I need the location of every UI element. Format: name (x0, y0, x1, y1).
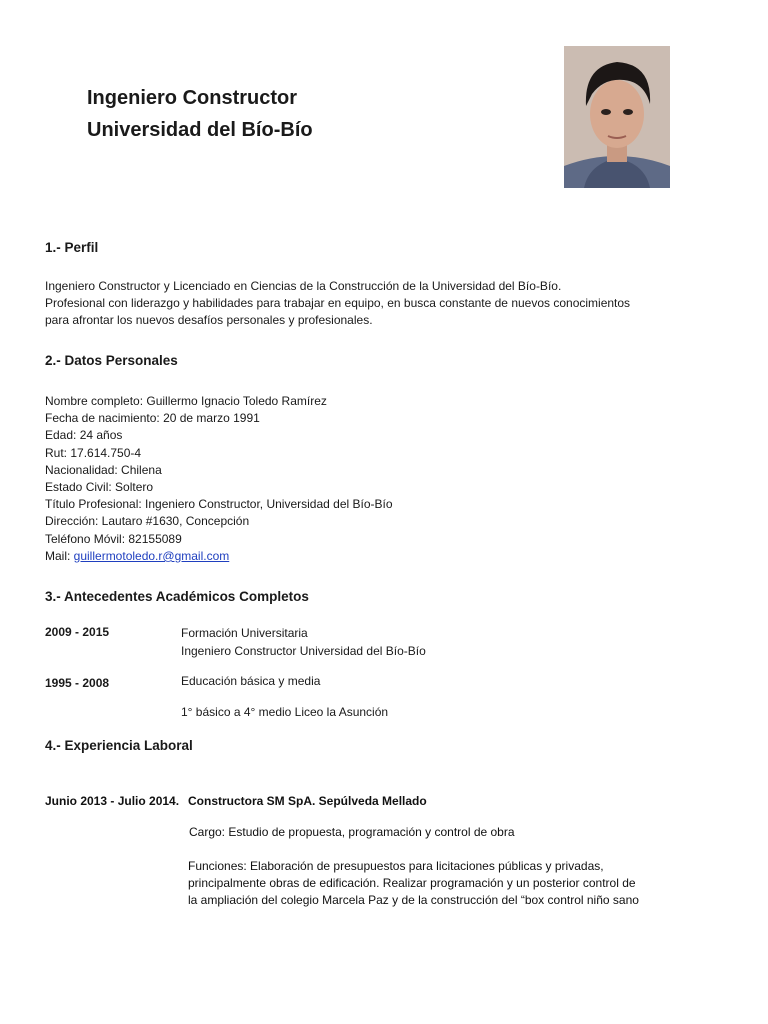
portrait-photo (564, 46, 670, 188)
acad-detail: 1° básico a 4° medio Liceo la Asunción (181, 705, 389, 719)
section-title-datos: 2.- Datos Personales (45, 353, 178, 368)
dato-estado-civil: Estado Civil: Soltero (45, 480, 154, 495)
exp-function-line: Funciones: Elaboración de presupuestos para licitaciones públicas y privadas, (188, 859, 604, 873)
datos-list (45, 393, 393, 565)
perfil-line: Ingeniero Constructor y Licenciado en Ciencias de la Construcción de la Universidad del Bío-Bío. (45, 279, 562, 293)
exp-function-line: la ampliación del colegio Marcela Paz y de la construcción del “box control niño sano (188, 893, 639, 907)
acad-entry (181, 625, 426, 660)
acad-heading: Educación básica y media (181, 674, 321, 688)
section-title-academicos: 3.- Antecedentes Académicos Completos (45, 589, 309, 604)
section-title-experiencia: 4.- Experiencia Laboral (45, 738, 193, 753)
dato-edad: Edad: 24 años (45, 428, 123, 443)
acad-heading: Formación Universitaria (181, 626, 308, 640)
mail-link[interactable]: guillermotoledo.r@gmail.com (73, 548, 230, 563)
dato-fecha-nacimiento: Fecha de nacimiento: 20 de marzo 1991 (45, 411, 260, 426)
dato-nacionalidad: Nacionalidad: Chilena (45, 462, 162, 477)
acad-detail: Ingeniero Constructor Universidad del Bío-Bío (181, 643, 426, 658)
perfil-line: para afrontar los nuevos desafíos personales y profesionales. (45, 313, 373, 328)
dato-mail (45, 548, 393, 565)
header-titles (87, 82, 313, 146)
exp-company: Constructora SM SpA. Sepúlveda Mellado (188, 794, 427, 808)
mail-label: Mail: (45, 548, 74, 563)
exp-role: Cargo: Estudio de propuesta, programación y control de obra (189, 825, 515, 839)
section-title-perfil: 1.- Perfil (45, 240, 99, 255)
dato-telefono: Teléfono Móvil: 82155089 (45, 531, 182, 546)
title-university: Universidad del Bío-Bío (87, 119, 313, 141)
dato-titulo: Título Profesional: Ingeniero Constructor, Universidad del Bío-Bío (45, 497, 393, 512)
acad-entry (181, 673, 320, 691)
title-profession: Ingeniero Constructor (87, 87, 298, 109)
exp-period: Junio 2013 - Julio 2014. (45, 794, 180, 808)
dato-direccion: Dirección: Lautaro #1630, Concepción (45, 514, 250, 529)
dato-nombre: Nombre completo: Guillermo Ignacio Toledo Ramírez (45, 394, 327, 408)
perfil-line: Profesional con liderazgo y habilidades para trabajar en equipo, en busca constante de nuevos conocimientos (45, 296, 631, 311)
acad-period: 1995 - 2008 (45, 676, 110, 690)
dato-rut: Rut: 17.614.750-4 (45, 445, 142, 460)
acad-period: 2009 - 2015 (45, 625, 110, 639)
perfil-text (45, 278, 630, 330)
exp-functions (188, 858, 670, 909)
exp-function-line: principalmente obras de edificación. Realizar programación y un posterior control de (188, 876, 636, 890)
portrait-icon (564, 46, 670, 188)
